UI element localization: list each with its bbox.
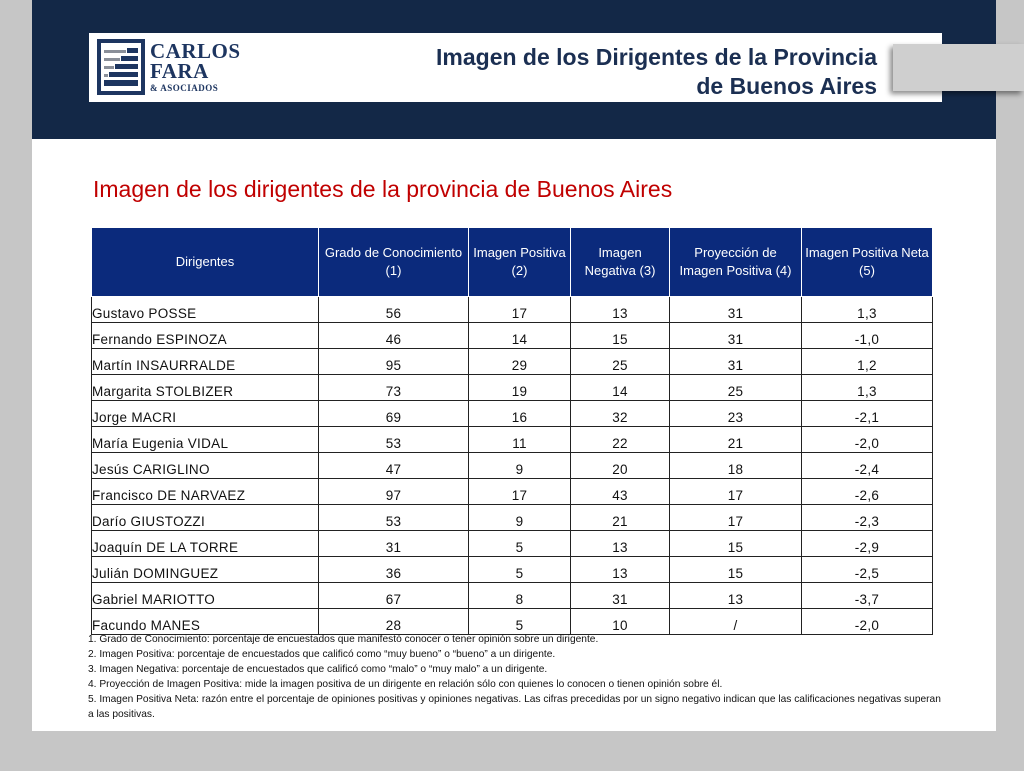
table-row xyxy=(92,609,933,635)
value-cell: 17 xyxy=(670,505,802,531)
footnote: 3. Imagen Negativa: porcentaje de encuestados que calificó como “malo” o “muy malo” a un dirigente. xyxy=(88,664,548,675)
value-cell: 15 xyxy=(670,557,802,583)
value-cell: 15 xyxy=(571,323,670,349)
value-cell: 31 xyxy=(571,583,670,609)
value-cell: 13 xyxy=(571,557,670,583)
leader-name-cell: Fernando ESPINOZA xyxy=(92,323,319,349)
logo-line-2: FARA xyxy=(150,59,209,83)
leader-name-cell: Francisco DE NARVAEZ xyxy=(92,479,319,505)
value-cell: 5 xyxy=(469,531,571,557)
value-cell: 5 xyxy=(469,557,571,583)
section-title: Imagen de los dirigentes de la provincia de Buenos Aires xyxy=(93,176,673,202)
value-cell: 18 xyxy=(670,453,802,479)
table-row xyxy=(92,453,933,479)
leader-name-cell: Gustavo POSSE xyxy=(92,297,319,323)
value-cell: 43 xyxy=(571,479,670,505)
value-cell: 31 xyxy=(319,531,469,557)
value-cell: -2,0 xyxy=(802,427,933,453)
value-cell: 73 xyxy=(319,375,469,401)
table-row xyxy=(92,297,933,323)
value-cell: 28 xyxy=(319,609,469,635)
value-cell: 21 xyxy=(670,427,802,453)
logo-wordmark xyxy=(150,41,241,94)
value-cell: 13 xyxy=(571,297,670,323)
leader-name-cell: Martín INSAURRALDE xyxy=(92,349,319,375)
logo-line-1: CARLOS xyxy=(150,39,241,63)
table-row xyxy=(92,583,933,609)
value-cell: 23 xyxy=(670,401,802,427)
footnote: 1. Grado de Conocimiento: porcentaje de encuestados que manifestó conocer o tener opinión sobre un dirigente. xyxy=(88,634,599,645)
data-table xyxy=(91,227,933,635)
value-cell: -2,5 xyxy=(802,557,933,583)
logo-line-3: & ASOCIADOS xyxy=(150,83,219,93)
value-cell: 15 xyxy=(670,531,802,557)
value-cell: 25 xyxy=(571,349,670,375)
value-cell: 16 xyxy=(469,401,571,427)
value-cell: / xyxy=(670,609,802,635)
table-row xyxy=(92,401,933,427)
value-cell: 25 xyxy=(670,375,802,401)
value-cell: 9 xyxy=(469,505,571,531)
value-cell: 17 xyxy=(670,479,802,505)
table-row xyxy=(92,349,933,375)
value-cell: -2,6 xyxy=(802,479,933,505)
value-cell: 95 xyxy=(319,349,469,375)
value-cell: 17 xyxy=(469,297,571,323)
table-header-row xyxy=(92,228,933,297)
table-row xyxy=(92,479,933,505)
leader-name-cell: María Eugenia VIDAL xyxy=(92,427,319,453)
value-cell: 31 xyxy=(670,349,802,375)
column-header: Imagen Negativa (3) xyxy=(571,228,670,297)
value-cell: 1,3 xyxy=(802,375,933,401)
leader-name-cell: Darío GIUSTOZZI xyxy=(92,505,319,531)
value-cell: 69 xyxy=(319,401,469,427)
leader-name-cell: Julián DOMINGUEZ xyxy=(92,557,319,583)
value-cell: -1,0 xyxy=(802,323,933,349)
value-cell: 53 xyxy=(319,505,469,531)
page-title xyxy=(317,43,877,101)
footnote: 4. Proyección de Imagen Positiva: mide la imagen positiva de un dirigente en relación sólo con quienes lo conocen o tienen opinión sobre él. xyxy=(88,679,723,690)
footnote: 2. Imagen Positiva: porcentaje de encuestados que calificó como “muy bueno” o “bueno” a un dirigente. xyxy=(88,649,556,660)
column-header: Grado de Conocimiento (1) xyxy=(319,228,469,297)
value-cell: 13 xyxy=(670,583,802,609)
value-cell: 14 xyxy=(571,375,670,401)
value-cell: 9 xyxy=(469,453,571,479)
table-row xyxy=(92,531,933,557)
value-cell: 21 xyxy=(571,505,670,531)
table-body xyxy=(92,297,933,635)
leader-name-cell: Jesús CARIGLINO xyxy=(92,453,319,479)
value-cell: 47 xyxy=(319,453,469,479)
value-cell: -2,0 xyxy=(802,609,933,635)
table-row xyxy=(92,557,933,583)
column-header: Imagen Positiva Neta (5) xyxy=(802,228,933,297)
column-header: Proyección de Imagen Positiva (4) xyxy=(670,228,802,297)
value-cell: 17 xyxy=(469,479,571,505)
leader-name-cell: Facundo MANES xyxy=(92,609,319,635)
leader-name-cell: Gabriel MARIOTTO xyxy=(92,583,319,609)
value-cell: 20 xyxy=(571,453,670,479)
value-cell: 1,3 xyxy=(802,297,933,323)
value-cell: 97 xyxy=(319,479,469,505)
value-cell: 53 xyxy=(319,427,469,453)
value-cell: 46 xyxy=(319,323,469,349)
value-cell: 56 xyxy=(319,297,469,323)
leader-name-cell: Joaquín DE LA TORRE xyxy=(92,531,319,557)
table-row xyxy=(92,375,933,401)
page-title-line-2: de Buenos Aires xyxy=(696,73,877,99)
page-title-line-1: Imagen de los Dirigentes de la Provincia xyxy=(436,44,877,70)
value-cell: 11 xyxy=(469,427,571,453)
table-row xyxy=(92,505,933,531)
value-cell: -2,4 xyxy=(802,453,933,479)
value-cell: 1,2 xyxy=(802,349,933,375)
value-cell: -2,9 xyxy=(802,531,933,557)
value-cell: -3,7 xyxy=(802,583,933,609)
value-cell: 67 xyxy=(319,583,469,609)
value-cell: 29 xyxy=(469,349,571,375)
value-cell: -2,3 xyxy=(802,505,933,531)
value-cell: 36 xyxy=(319,557,469,583)
value-cell: 10 xyxy=(571,609,670,635)
value-cell: 19 xyxy=(469,375,571,401)
table-row xyxy=(92,427,933,453)
value-cell: 13 xyxy=(571,531,670,557)
table-row xyxy=(92,323,933,349)
value-cell: 5 xyxy=(469,609,571,635)
leader-name-cell: Jorge MACRI xyxy=(92,401,319,427)
value-cell: 22 xyxy=(571,427,670,453)
value-cell: 31 xyxy=(670,297,802,323)
value-cell: 31 xyxy=(670,323,802,349)
value-cell: 14 xyxy=(469,323,571,349)
leader-name-cell: Margarita STOLBIZER xyxy=(92,375,319,401)
side-tab xyxy=(893,44,1024,91)
value-cell: 32 xyxy=(571,401,670,427)
footnotes xyxy=(88,632,948,722)
column-header: Dirigentes xyxy=(92,228,319,297)
footnote: 5. Imagen Positiva Neta: razón entre el porcentaje de opiniones positivas y opiniones negativas. Las cifras precedidas por un signo negativo indican que las calificaciones negativas superan a las positivas. xyxy=(88,694,941,720)
value-cell: -2,1 xyxy=(802,401,933,427)
value-cell: 8 xyxy=(469,583,571,609)
column-header: Imagen Positiva (2) xyxy=(469,228,571,297)
